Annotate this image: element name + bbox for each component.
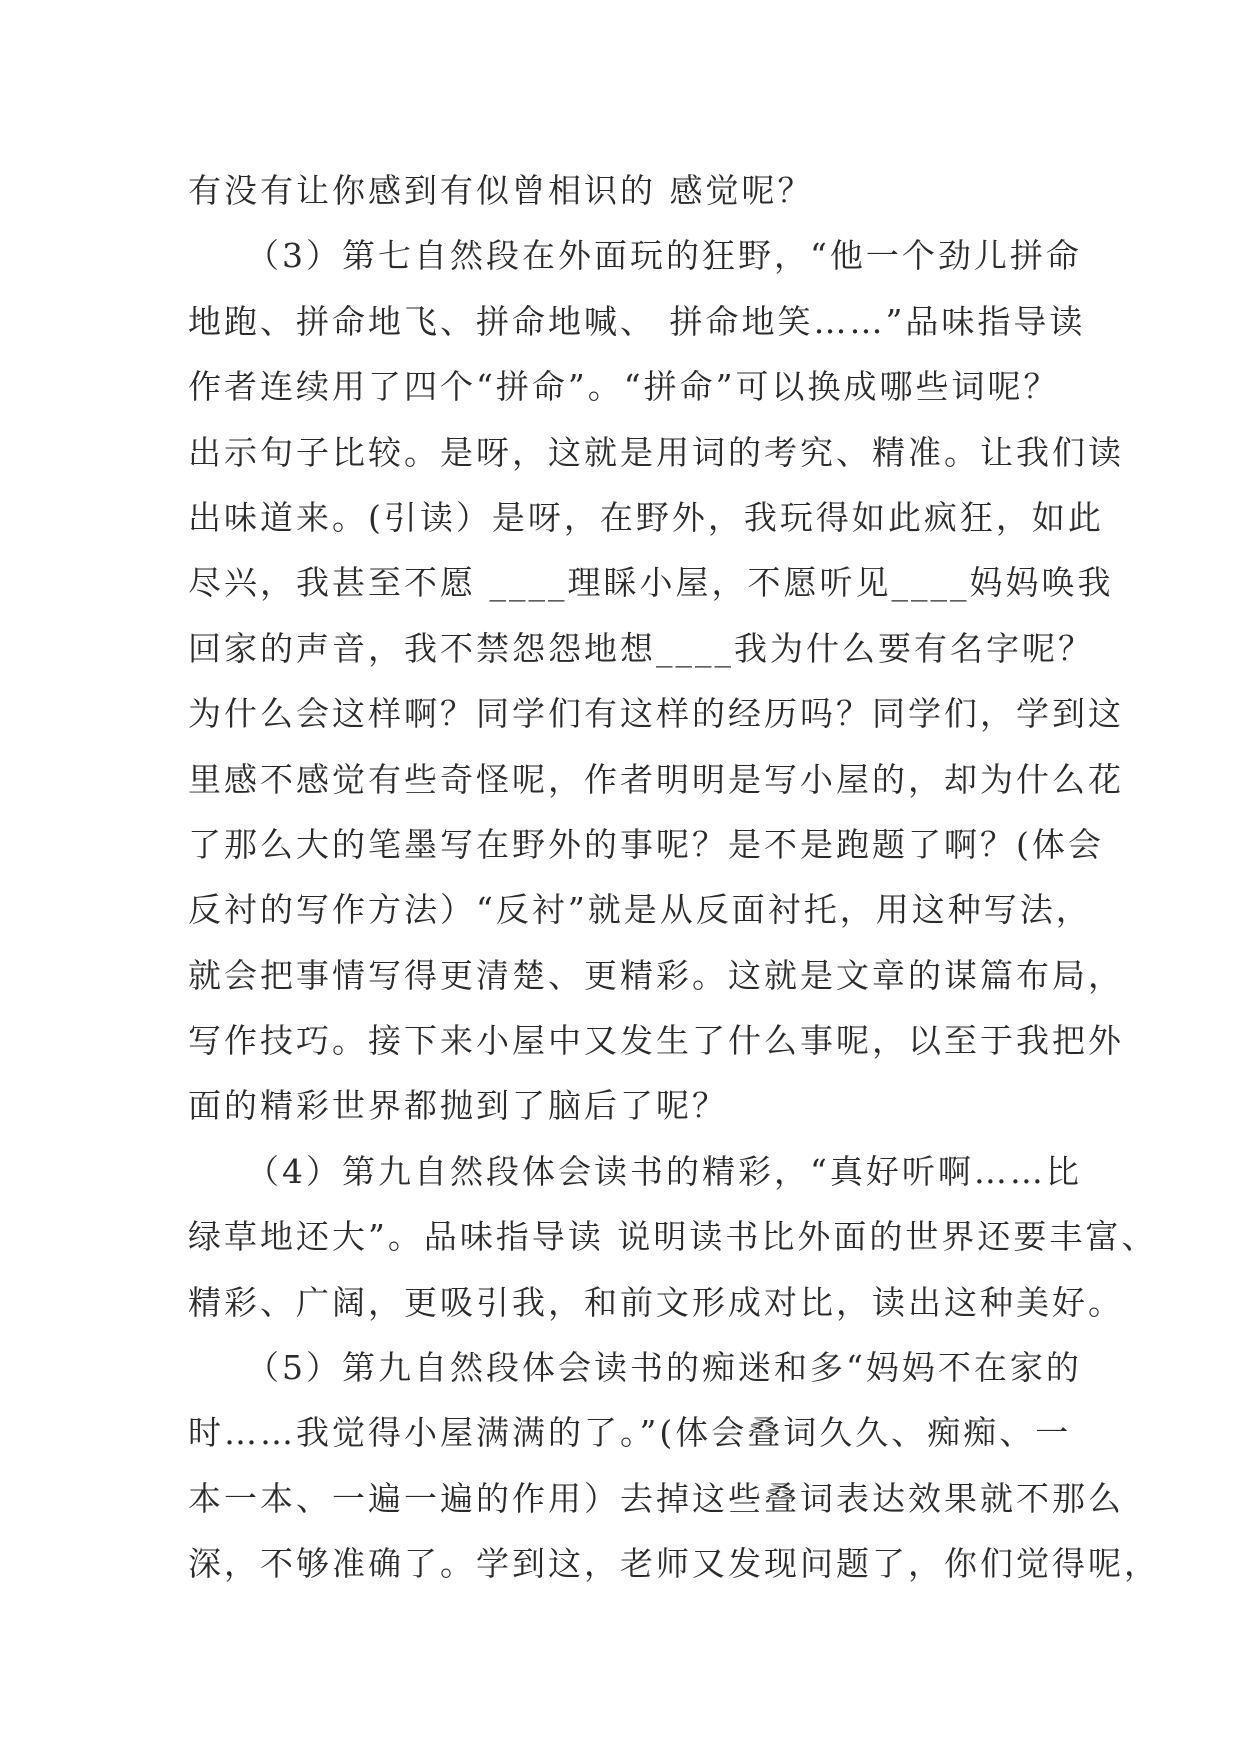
text-line: 时……我觉得小屋满满的了。”(体会叠词久久、痴痴、一 xyxy=(188,1413,1072,1453)
paragraph-5-start: （5）第九自然段体会读书的痴迷和多“妈妈不在家的 xyxy=(246,1348,1082,1388)
paragraph-4-start: （4）第九自然段体会读书的精彩，“真好听啊……比 xyxy=(246,1151,1082,1191)
text-line: 出示句子比较。是呀，这就是用词的考究、精准。让我们读 xyxy=(188,432,1124,472)
text-line: 写作技巧。接下来小屋中又发生了什么事呢，以至于我把外 xyxy=(188,1021,1124,1061)
text-line: 作者连续用了四个“拼命”。“拼命”可以换成哪些词呢？ xyxy=(188,367,1060,407)
text-line: 绿草地还大”。品味指导读 说明读书比外面的世界还要丰富、 xyxy=(188,1217,1158,1257)
text-line: 面的精彩世界都抛到了脑后了呢？ xyxy=(188,1086,728,1126)
text-line: 地跑、拼命地飞、拼命地喊、 拼命地笑……”品味指导读 xyxy=(188,301,1086,341)
text-line: 了那么大的笔墨写在野外的事呢？是不是跑题了啊？(体会 xyxy=(188,824,1104,864)
text-line: 本一本、一遍一遍的作用）去掉这些叠词表达效果就不那么 xyxy=(188,1478,1124,1518)
text-line: 有没有让你感到有似曾相识的 感觉呢？ xyxy=(188,171,814,210)
text-line: 出味道来。(引读）是呀，在野外，我玩得如此疯狂，如此 xyxy=(188,497,1104,537)
paragraph-3-start: （3）第七自然段在外面玩的狂野，“他一个劲儿拼命 xyxy=(246,236,1082,276)
text-line: 反衬的写作方法）“反衬”就是从反面衬托，用这种写法， xyxy=(188,890,1092,930)
document-body xyxy=(188,158,1160,1597)
text-line: 精彩、广阔，更吸引我，和前文形成对比，读出这种美好。 xyxy=(188,1282,1124,1322)
text-line: 深，不够准确了。学到这，老师又发现问题了，你们觉得呢， xyxy=(188,1544,1160,1584)
text-line: 里感不感觉有些奇怪呢，作者明明是写小屋的，却为什么花 xyxy=(188,759,1124,799)
text-line: 尽兴，我甚至不愿 ____理睬小屋，不愿听见____妈妈唤我 xyxy=(188,563,1114,603)
text-line: 回家的声音，我不禁怨怨地想____我为什么要有名字呢？ xyxy=(188,628,1094,668)
text-line: 为什么会这样啊？同学们有这样的经历吗？同学们，学到这 xyxy=(188,694,1124,734)
text-line: 就会把事情写得更清楚、更精彩。这就是文章的谋篇布局， xyxy=(188,955,1124,995)
